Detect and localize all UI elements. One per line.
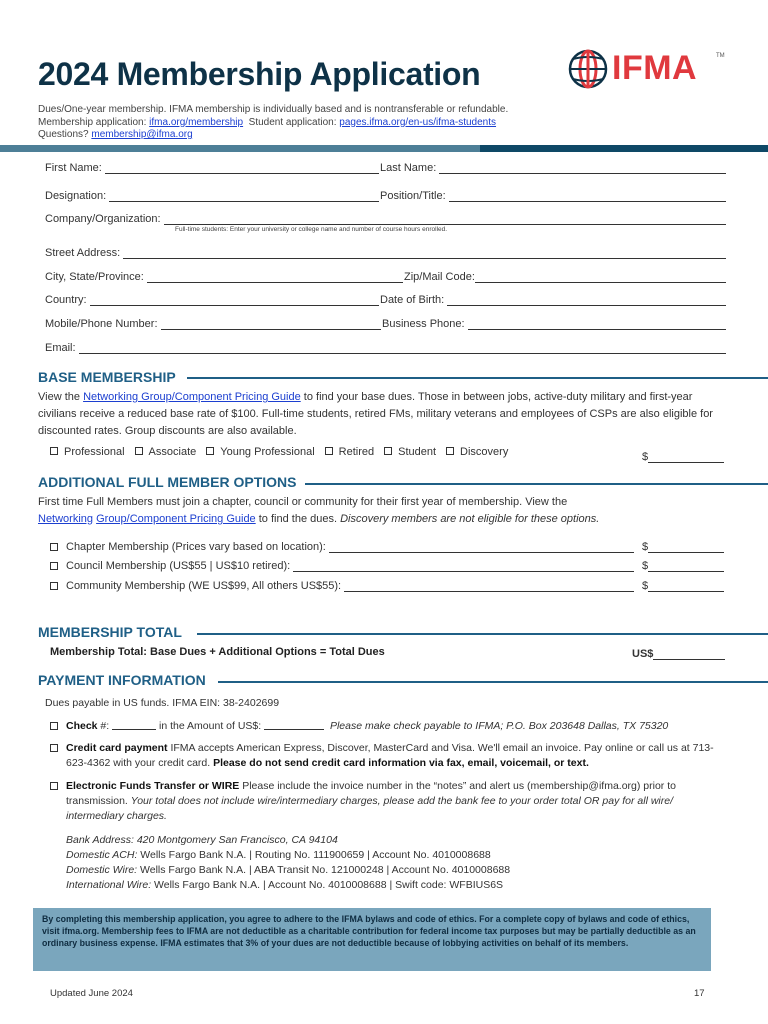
community-label: Community Membership (WE US$99, All others US$55): [66,580,342,592]
credit-body [50,741,730,771]
additional-options-heading: ADDITIONAL FULL MEMBER OPTIONS [38,474,297,490]
application-links [38,117,508,130]
zip-line[interactable] [475,272,726,283]
option-label: Student [398,446,437,458]
business-phone-label: Business Phone: [382,318,465,330]
first-name-line[interactable] [105,163,379,174]
currency-label: US$ [632,648,654,660]
council-dues-line[interactable] [648,561,724,572]
council-line[interactable] [293,561,634,572]
discovery-note: Discovery members are not eligible for these options. [340,513,600,525]
designation-field[interactable] [45,186,379,202]
checkbox[interactable] [50,447,58,455]
legal-notice: By completing this membership application, you agree to adhere to the IFMA bylaws and code of ethics. For a complete copy of bylaws and code of ethics, visit ifma.org. Membership fees to IFMA are not deductible as a charitable contribution for federal income tax purposes but may be partially deductible as an ordinary business expense. IFMA estimates that 3% of your dues are not deductible because of lobbying activities on behalf of its members. [33,908,711,971]
option-discovery[interactable] [446,446,508,458]
base-text-pre: View the [38,391,84,403]
community-membership-row[interactable] [50,576,634,592]
chapter-dues-field[interactable] [642,537,724,553]
eft-text: Please include the invoice number in the “notes” and alert us (membership@ifma.org) prior to transmission. [66,780,676,807]
eft-option[interactable] [50,779,730,824]
last-name-line[interactable] [439,163,726,174]
ach-label: Domestic ACH: [66,849,138,861]
position-field[interactable] [380,186,726,202]
country-label: Country: [45,294,87,306]
stripe-dark [480,145,768,152]
option-label: Young Professional [220,446,315,458]
footer-updated: Updated June 2024 [50,988,133,999]
payment-heading: PAYMENT INFORMATION [38,672,206,688]
street-line[interactable] [123,248,726,259]
page-number: 17 [694,988,705,999]
dollar-sign: $ [642,580,649,592]
base-membership-heading: BASE MEMBERSHIP [38,369,176,385]
ifma-logo [568,45,728,97]
checkbox[interactable] [50,582,58,590]
last-name-label: Last Name: [380,162,437,174]
city-label: City, State/Province: [45,271,144,283]
option-retired[interactable] [325,446,374,458]
checkbox[interactable] [50,562,58,570]
chapter-label: Chapter Membership (Prices vary based on location): [66,541,326,553]
checkbox[interactable] [384,447,392,455]
email-link[interactable]: membership@ifma.org [91,129,193,140]
business-phone-line[interactable] [468,319,726,330]
questions-line [38,129,508,142]
council-membership-row[interactable] [50,556,634,572]
checkbox[interactable] [325,447,333,455]
chapter-dues-line[interactable] [648,542,724,553]
company-line[interactable] [164,214,726,225]
questions-label: Questions? [38,129,89,140]
additional-options-text [38,494,728,528]
total-formula: Membership Total: Base Dues + Additional Options = Total Dues [50,646,385,658]
intl-label: International Wire: [66,879,152,891]
dollar-sign: $ [642,451,649,463]
email-label: Email: [45,342,76,354]
email-field[interactable] [45,338,726,354]
check-amount-label: in the Amount of US$: [156,720,265,732]
membership-link[interactable]: ifma.org/membership [149,116,244,128]
checkbox[interactable] [446,447,454,455]
country-line[interactable] [90,295,379,306]
intl-text: Wells Fargo Bank N.A. | Account No. 4010008688 | Swift code: WFBIUS6S [151,879,504,891]
email-line[interactable] [79,343,726,354]
checkbox[interactable] [50,543,58,551]
eft-note: Your total does not include wire/intermediary charges, please add the bank fee to your order total OR pay for all wire/ intermediary charges. [66,795,673,822]
mobile-field[interactable] [45,314,381,330]
dob-field[interactable] [380,290,726,306]
option-label: Retired [338,446,375,458]
additional-text2: to find the dues. [255,513,341,525]
last-name-field[interactable] [380,158,726,174]
country-field[interactable] [45,290,379,306]
dob-label: Date of Birth: [380,294,445,306]
option-young-professional[interactable] [206,446,314,458]
community-dues-field[interactable] [642,576,724,592]
stripe-light [0,145,480,152]
company-label: Company/Organization: [45,213,161,225]
credit-card-option[interactable] [50,741,730,771]
option-associate[interactable] [135,446,197,458]
total-dues-field[interactable] [632,644,725,660]
wire-text: Wells Fargo Bank N.A. | ABA Transit No. 121000248 | Account No. 4010008688 [137,864,511,876]
city-line[interactable] [147,272,403,283]
group-pricing-link[interactable]: Group/Component Pricing Guide [96,513,256,525]
eft-body [50,779,730,824]
bank-address [66,833,510,848]
globe-icon [568,45,608,93]
zip-label: Zip/Mail Code: [404,271,475,283]
base-dues-line[interactable] [648,452,724,463]
company-hint: Full-time students: Enter your university or college name and number of course hours enrolled. [175,226,448,233]
checkbox[interactable] [50,722,58,730]
base-dues-field[interactable] [642,447,724,463]
zip-field[interactable] [404,267,726,283]
base-options [50,446,508,458]
section-rule [305,483,768,485]
check-instructions: Please make check payable to IFMA; P.O. Box 203648 Dallas, TX 75320 [329,720,669,732]
mobile-line[interactable] [161,319,381,330]
chapter-membership-row[interactable] [50,537,634,553]
checkbox[interactable] [135,447,143,455]
checkbox[interactable] [50,744,58,752]
payment-intro: Dues payable in US funds. IFMA EIN: 38-2402699 [45,697,280,709]
credit-text: IFMA accepts American Express, Discover, MasterCard and Visa. We'll email an invoice. Pay online or call us at 713-623-4362 with your credit card. [66,742,714,769]
community-dues-line[interactable] [648,581,724,592]
dob-line[interactable] [447,295,726,306]
checkbox[interactable] [206,447,214,455]
mobile-label: Mobile/Phone Number: [45,318,158,330]
base-membership-text [38,389,728,440]
pricing-guide-link[interactable]: Networking Group/Component Pricing Guide [83,391,301,403]
option-professional[interactable] [50,446,125,458]
check-amount-line[interactable] [264,720,324,730]
bank-ach [66,848,510,863]
position-line[interactable] [449,191,726,202]
option-label: Associate [148,446,197,458]
street-label: Street Address: [45,247,121,259]
intro-text [38,104,508,142]
eft-label: Electronic Funds Transfer or WIRE [66,780,240,792]
credit-label: Credit card payment [66,742,168,754]
additional-text-line1: First time Full Members must join a chapter, council or community for their first year of membership. View the [38,496,568,508]
bank-wire [66,863,510,878]
position-label: Position/Title: [380,190,446,202]
bank-intl [66,878,510,893]
dollar-sign: $ [642,560,649,572]
credit-warning: Please do not send credit card information via fax, email, voicemail, or text. [213,757,589,769]
bank-details [66,833,510,893]
membership-app-label: Membership application: [38,116,147,128]
community-line[interactable] [344,581,634,592]
business-phone-field[interactable] [382,314,726,330]
section-rule [197,633,768,635]
dollar-sign: $ [642,541,649,553]
additional-text-line2 [38,511,728,528]
total-dues-line[interactable] [653,649,725,660]
designation-label: Designation: [45,190,107,202]
header-stripe [0,145,768,152]
council-label: Council Membership (US$55 | US$10 retired): [66,560,291,572]
chapter-line[interactable] [329,542,634,553]
company-field[interactable] [45,209,726,225]
intro-line: Dues/One-year membership. IFMA membership is individually based and is nontransferable or refundable. [38,104,509,115]
logo-wordmark: IFMA [612,49,698,87]
bank-address-text: Bank Address: 420 Montgomery San Francisco, CA 94104 [66,834,338,846]
networking-link[interactable]: Networking [38,513,94,525]
wire-label: Domestic Wire: [66,864,138,876]
option-label: Discovery [460,446,509,458]
check-body [50,719,730,734]
check-number-line[interactable] [112,720,156,730]
option-label: Professional [64,446,125,458]
check-number-label: #: [97,720,113,732]
base-text-post: to find your base dues. Those in between jobs, active-duty military and first-year civilians receive a reduced base rate of $100. Full-time students, retired FMs, military veterans and employees of CSPs are also eligible for discounted rates. Group discounts are also available. [38,391,713,437]
student-link[interactable]: pages.ifma.org/en-us/ifma-students [339,116,497,128]
check-label: Check [66,720,98,732]
logo-trademark: TM [716,53,725,59]
section-rule [187,377,768,379]
page-title: 2024 Membership Application [38,56,481,92]
first-name-field[interactable] [45,158,379,174]
check-option[interactable] [50,719,730,734]
checkbox[interactable] [50,782,58,790]
section-rule [218,681,768,683]
option-student[interactable] [384,446,436,458]
designation-line[interactable] [109,191,379,202]
street-field[interactable] [45,243,726,259]
ach-text: Wells Fargo Bank N.A. | Routing No. 111900659 | Account No. 4010008688 [137,849,491,861]
student-app-label: Student application: [248,116,337,128]
city-field[interactable] [45,267,403,283]
membership-total-heading: MEMBERSHIP TOTAL [38,624,182,640]
first-name-label: First Name: [45,162,102,174]
council-dues-field[interactable] [642,556,724,572]
